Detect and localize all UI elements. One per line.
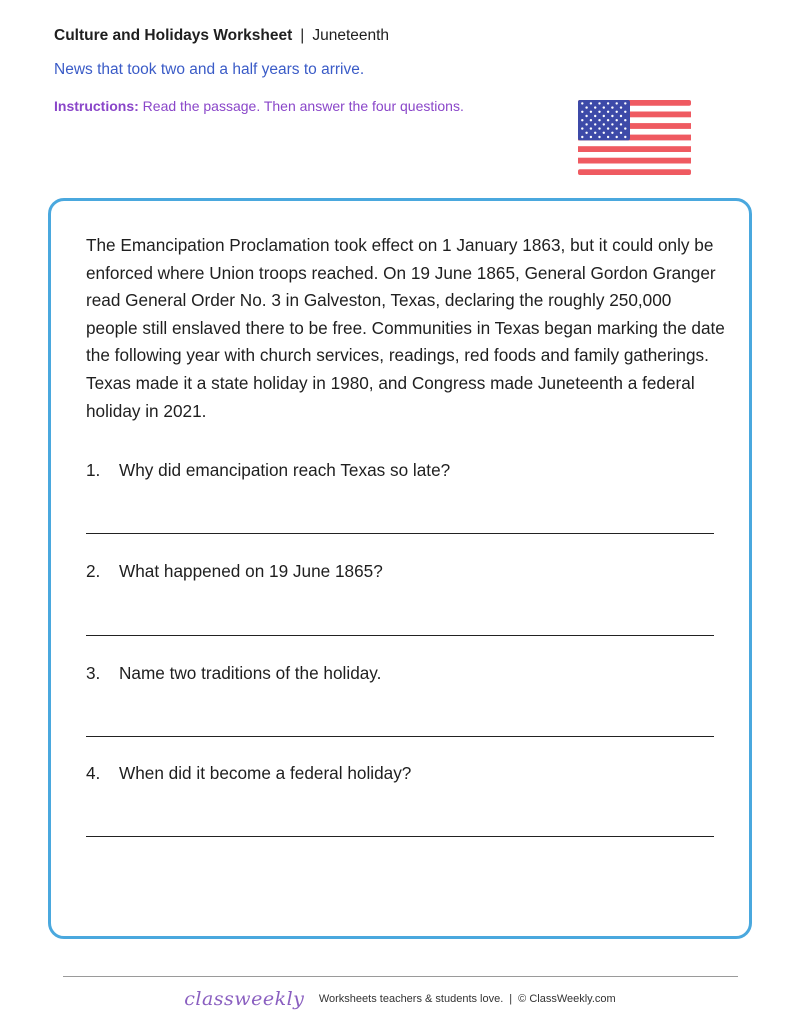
instructions (54, 98, 464, 114)
question-2 (86, 561, 726, 582)
footer-tagline: Worksheets teachers & students love. (318, 993, 504, 1005)
footer-separator: | (509, 993, 513, 1005)
question-text: What happened on 19 June 1865? (119, 561, 383, 581)
question-number: 1. (86, 460, 101, 480)
answer-line-2[interactable] (86, 635, 714, 636)
instructions-text: Read the passage. Then answer the four questions. (142, 98, 464, 114)
footer-divider (63, 976, 738, 977)
answer-line-1[interactable] (86, 533, 714, 534)
header-separator: | (300, 27, 305, 44)
worksheet-header (54, 27, 389, 45)
question-number: 3. (86, 663, 101, 683)
question-text: Name two traditions of the holiday. (119, 663, 382, 683)
answer-line-3[interactable] (86, 736, 714, 737)
question-1 (86, 460, 726, 481)
question-text: When did it become a federal holiday? (119, 763, 412, 783)
worksheet-subtitle: News that took two and a half years to arrive. (54, 61, 365, 78)
question-text: Why did emancipation reach Texas so late? (119, 460, 451, 480)
footer-copyright: © ClassWeekly.com (518, 993, 616, 1005)
worksheet-title: Culture and Holidays Worksheet (54, 27, 293, 44)
us-flag-icon (578, 100, 691, 175)
footer-text (319, 993, 616, 1005)
answer-line-4[interactable] (86, 836, 714, 837)
question-number: 4. (86, 763, 101, 783)
question-number: 2. (86, 561, 101, 581)
instructions-label: Instructions: (54, 98, 139, 114)
question-4 (86, 763, 726, 784)
footer (0, 988, 800, 1010)
question-3 (86, 663, 726, 684)
worksheet-topic: Juneteenth (312, 27, 390, 44)
classweekly-logo: classweekly (184, 988, 305, 1010)
reading-passage: The Emancipation Proclamation took effect on 1 January 1863, but it could only be enforced where Union troops reached. On 19 June 1865, General Gordon Granger read General Order No. 3 in Galveston, Texas, declaring the roughly 250,000 people still enslaved there to be free. Communities in Texas began marking the date the following year with church services, readings, red foods and family gatherings. Texas made it a state holiday in 1980, and Congress made Juneteenth a federal holiday in 2021. (86, 235, 725, 421)
